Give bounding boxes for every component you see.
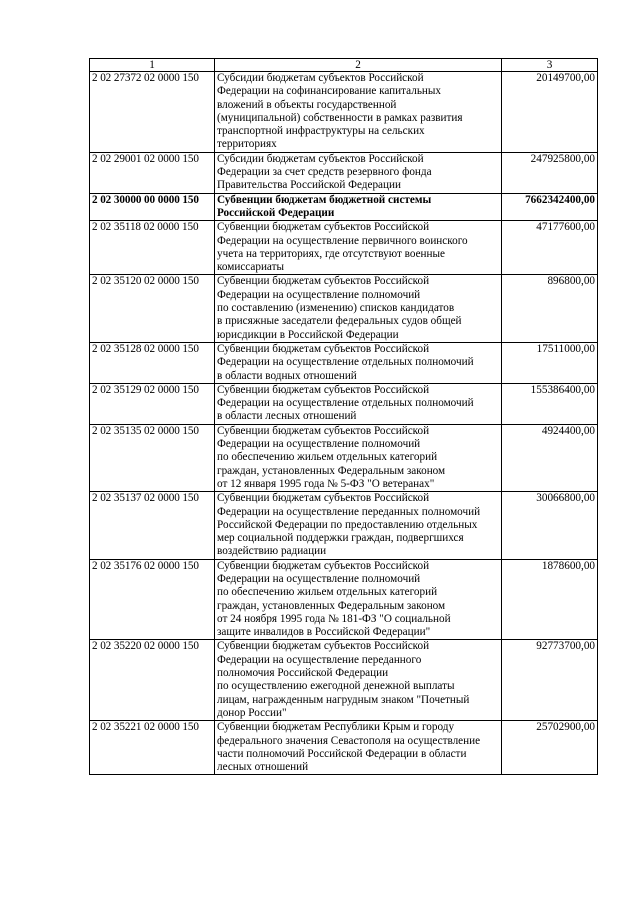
table-row: [90, 275, 598, 342]
budget-code-cell: 2 02 30000 00 0000 150: [90, 193, 215, 221]
amount-cell: 25702900,00: [502, 721, 598, 775]
amount-cell: 896800,00: [502, 275, 598, 342]
budget-code-cell: 2 02 35220 02 0000 150: [90, 640, 215, 721]
description-cell: Субвенции бюджетам субъектов Российской Федерации на осуществление переданных полномочий Российской Федерации по предоставлению отдельных мер социальной поддержки граждан, подвергшихся воздействию радиации: [215, 492, 502, 559]
amount-cell: 7662342400,00: [502, 193, 598, 221]
column-number-3: 3: [502, 59, 598, 72]
budget-code-cell: 2 02 35120 02 0000 150: [90, 275, 215, 342]
amount-cell: 4924400,00: [502, 424, 598, 491]
budget-code-cell: 2 02 35128 02 0000 150: [90, 342, 215, 383]
amount-cell: 1878600,00: [502, 559, 598, 640]
column-number-1: 1: [90, 59, 215, 72]
description-cell: Субвенции бюджетам субъектов Российской Федерации на осуществление полномочий по обеспечению жильем отдельных категорий граждан, установленных Федеральным законом от 12 января 1995 года № 5-ФЗ "О ветеранах": [215, 424, 502, 491]
amount-cell: 247925800,00: [502, 152, 598, 193]
budget-code-cell: 2 02 35135 02 0000 150: [90, 424, 215, 491]
budget-code-cell: 2 02 35129 02 0000 150: [90, 383, 215, 424]
budget-code-cell: 2 02 35176 02 0000 150: [90, 559, 215, 640]
table-row: [90, 72, 598, 153]
description-cell: Субвенции бюджетам субъектов Российской Федерации на осуществление полномочий по обеспечению жильем отдельных категорий граждан, установленных Федеральным законом от 24 ноября 1995 года № 181-ФЗ "О социальной защите инвалидов в Российской Федерации": [215, 559, 502, 640]
description-cell: Субсидии бюджетам субъектов Российской Федерации за счет средств резервного фонда Правительства Российской Федерации: [215, 152, 502, 193]
budget-code-cell: 2 02 35137 02 0000 150: [90, 492, 215, 559]
budget-code-cell: 2 02 35221 02 0000 150: [90, 721, 215, 775]
description-cell: Субсидии бюджетам субъектов Российской Федерации на софинансирование капитальных вложений в объекты государственной (муниципальной) собственности в рамках развития транспортной инфраструктуры на сельских территориях: [215, 72, 502, 153]
description-cell: Субвенции бюджетам субъектов Российской Федерации на осуществление отдельных полномочий в области водных отношений: [215, 342, 502, 383]
amount-cell: 30066800,00: [502, 492, 598, 559]
amount-cell: 155386400,00: [502, 383, 598, 424]
budget-code-cell: 2 02 27372 02 0000 150: [90, 72, 215, 153]
budget-revenue-table: [89, 58, 598, 775]
table-header-row: [90, 59, 598, 72]
table-row: [90, 221, 598, 275]
description-cell: Субвенции бюджетам субъектов Российской Федерации на осуществление первичного воинского учета на территориях, где отсутствуют военные комиссариаты: [215, 221, 502, 275]
budget-code-cell: 2 02 29001 02 0000 150: [90, 152, 215, 193]
table-row: [90, 640, 598, 721]
description-cell: Субвенции бюджетам субъектов Российской Федерации на осуществление полномочий по составлению (изменению) списков кандидатов в присяжные заседатели федеральных судов общей юрисдикции в Российской Федерации: [215, 275, 502, 342]
column-number-2: 2: [215, 59, 502, 72]
description-cell: Субвенции бюджетам Республики Крым и городу федерального значения Севастополя на осуществление части полномочий Российской Федерации в области лесных отношений: [215, 721, 502, 775]
table-row: [90, 152, 598, 193]
description-cell: Субвенции бюджетам бюджетной системы Российской Федерации: [215, 193, 502, 221]
table-row: [90, 424, 598, 491]
table-row: [90, 721, 598, 775]
table-row: [90, 492, 598, 559]
table-row: [90, 383, 598, 424]
description-cell: Субвенции бюджетам субъектов Российской Федерации на осуществление переданного полномочия Российской Федерации по осуществлению ежегодной денежной выплаты лицам, награжденным нагрудным знаком "Почетный донор России": [215, 640, 502, 721]
table-row: [90, 559, 598, 640]
table-row: [90, 342, 598, 383]
amount-cell: 47177600,00: [502, 221, 598, 275]
amount-cell: 17511000,00: [502, 342, 598, 383]
budget-code-cell: 2 02 35118 02 0000 150: [90, 221, 215, 275]
description-cell: Субвенции бюджетам субъектов Российской Федерации на осуществление отдельных полномочий в области лесных отношений: [215, 383, 502, 424]
table-row-total: [90, 193, 598, 221]
amount-cell: 20149700,00: [502, 72, 598, 153]
amount-cell: 92773700,00: [502, 640, 598, 721]
